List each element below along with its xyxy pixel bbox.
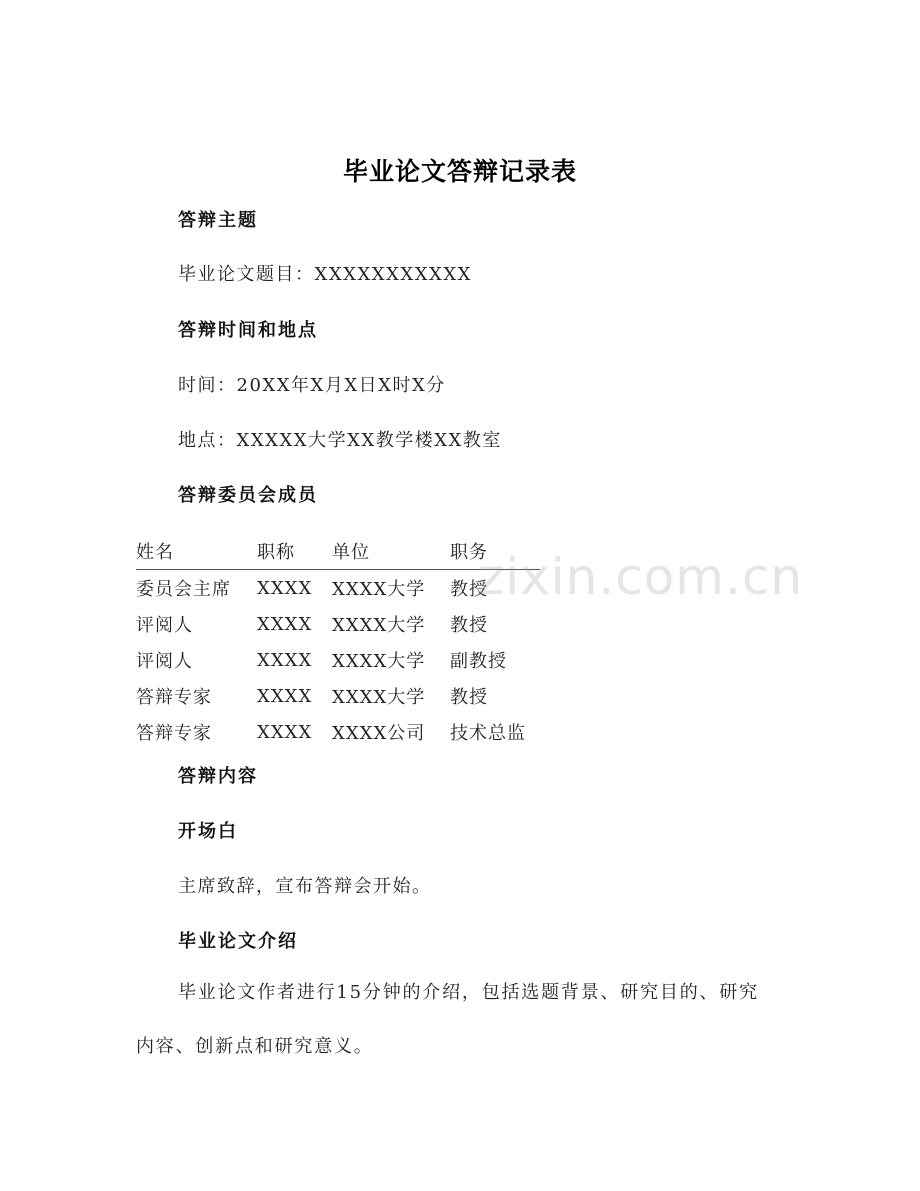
thesis-title-line: 毕业论文题目：XXXXXXXXXXX	[178, 264, 472, 285]
page-title: 毕业论文答辩记录表	[342, 157, 577, 186]
column-header-name: 姓名	[136, 533, 257, 570]
table-row	[136, 606, 540, 642]
cell-position: 教授	[450, 687, 488, 708]
opening-text: 主席致辞，宣布答辩会开始。	[178, 876, 432, 897]
cell-position: 教授	[450, 579, 488, 600]
cell-position: 技术总监	[450, 723, 526, 744]
cell-unit: XXXX大学	[332, 651, 426, 672]
opening-heading: 开场白	[178, 821, 238, 842]
cell-unit: XXXX大学	[332, 615, 426, 636]
cell-title: XXXX	[257, 649, 313, 671]
column-header-unit: 单位	[332, 533, 450, 570]
cell-name: 委员会主席	[136, 579, 231, 600]
table-row	[136, 570, 540, 607]
time-place-heading: 答辩时间和地点	[178, 320, 318, 341]
column-header-position: 职务	[450, 533, 540, 570]
time-line: 时间：20XX年X月X日X时X分	[178, 375, 446, 396]
table-row	[136, 714, 540, 750]
cell-unit: XXXX大学	[332, 579, 426, 600]
watermark: zixin.com.cn	[478, 548, 804, 606]
cell-name: 评阅人	[136, 615, 193, 636]
table-header-row	[136, 533, 540, 570]
committee-table	[136, 533, 540, 750]
cell-position: 副教授	[450, 651, 507, 672]
place-line: 地点：XXXXX大学XX教学楼XX教室	[178, 430, 502, 451]
cell-unit: XXXX公司	[332, 723, 426, 744]
cell-title: XXXX	[257, 685, 313, 707]
intro-heading: 毕业论文介绍	[178, 931, 298, 952]
cell-title: XXXX	[257, 721, 313, 743]
cell-name: 答辩专家	[136, 687, 212, 708]
cell-name: 评阅人	[136, 651, 193, 672]
column-header-title: 职称	[257, 533, 332, 570]
content-heading: 答辩内容	[178, 766, 258, 787]
topic-heading: 答辩主题	[178, 210, 258, 231]
cell-position: 教授	[450, 615, 488, 636]
table-row	[136, 642, 540, 678]
table-row	[136, 678, 540, 714]
cell-name: 答辩专家	[136, 723, 212, 744]
cell-unit: XXXX大学	[332, 687, 426, 708]
cell-title: XXXX	[257, 577, 313, 599]
committee-heading: 答辩委员会成员	[178, 485, 318, 506]
intro-text: 毕业论文作者进行15分钟的介绍，包括选题背景、研究目的、研究内容、创新点和研究意义。	[136, 982, 759, 1057]
cell-title: XXXX	[257, 613, 313, 635]
